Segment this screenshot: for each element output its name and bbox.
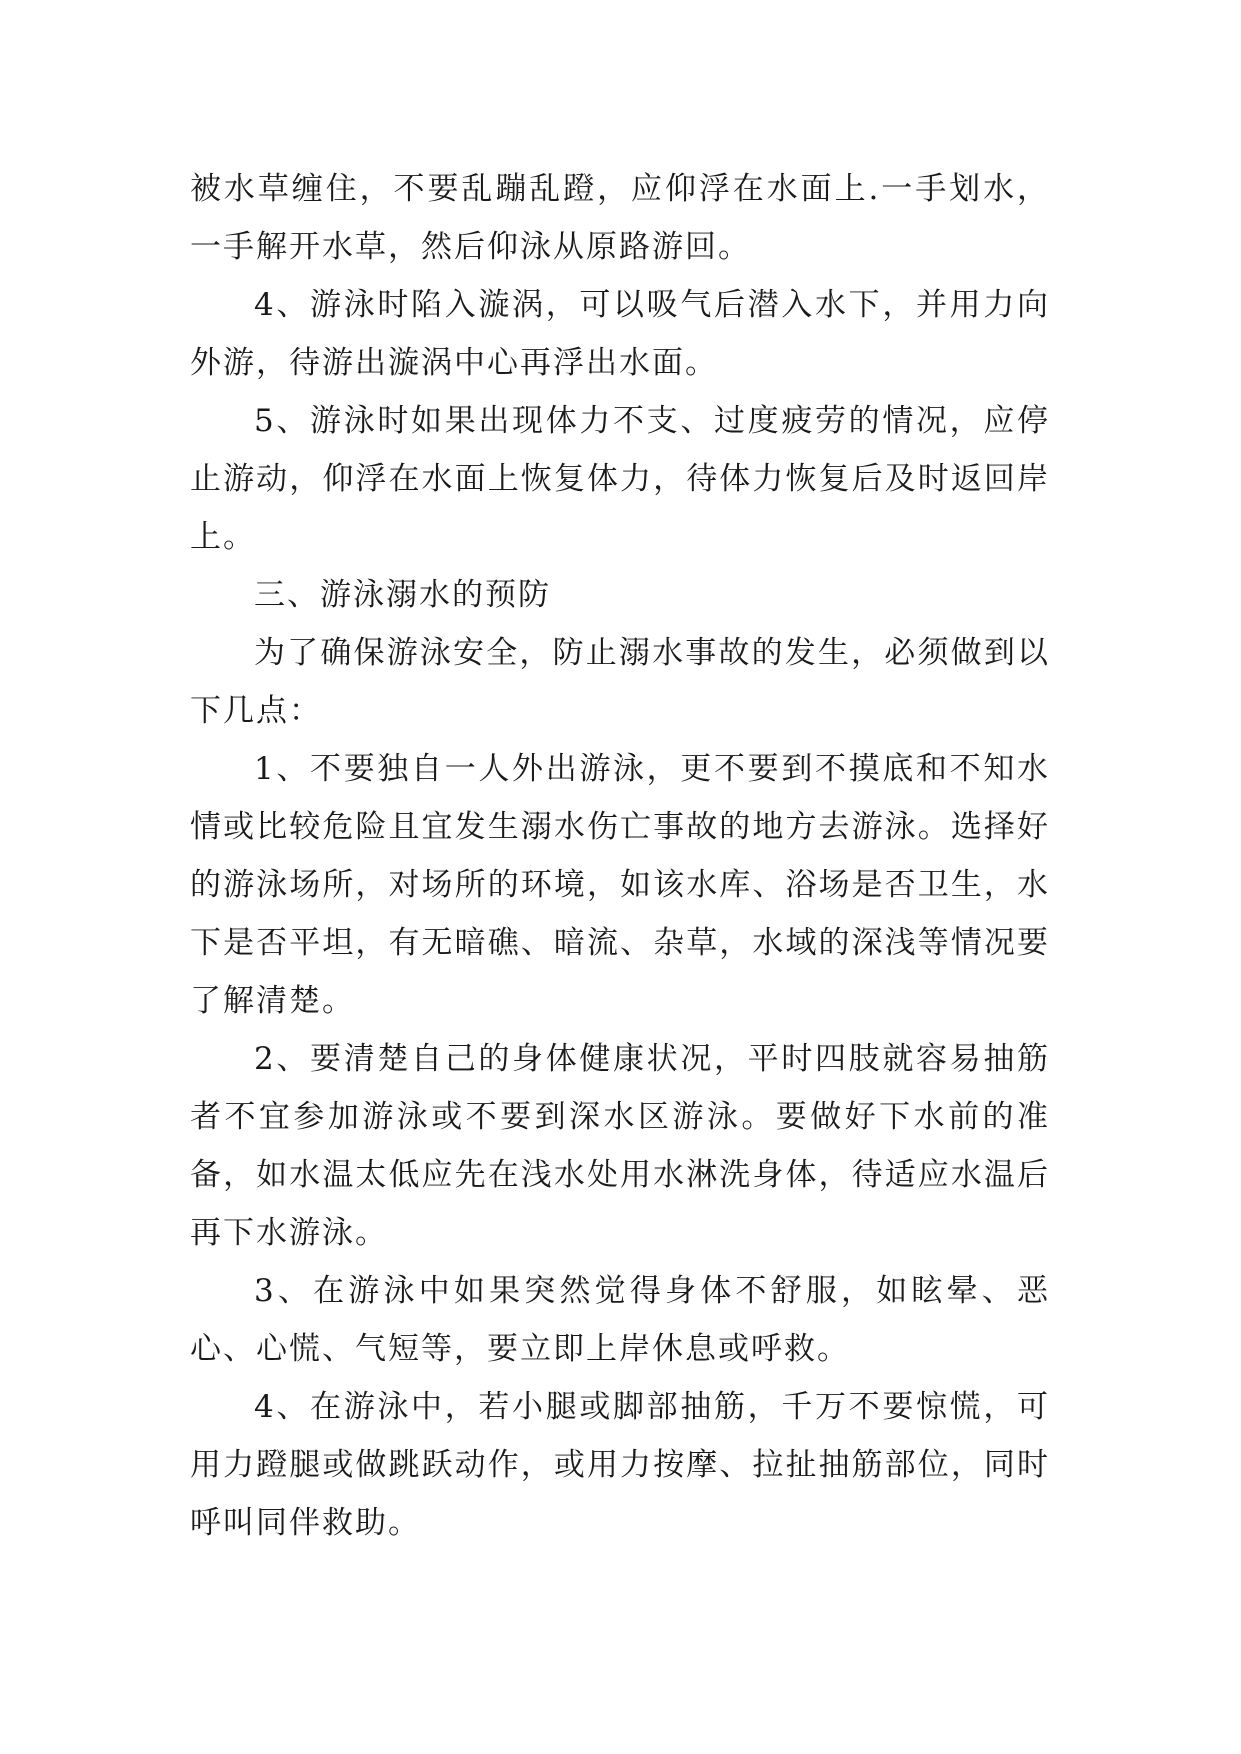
paragraph-prevention-intro: 为了确保游泳安全，防止溺水事故的发生，必须做到以下几点： xyxy=(190,635,1050,729)
section-heading-prevention: 三、游泳溺水的预防 xyxy=(254,577,551,613)
paragraph-prevention-3: 3、在游泳中如果突然觉得身体不舒服，如眩晕、恶心、心慌、气短等，要立即上岸休息或呼救。 xyxy=(190,1273,1050,1367)
paragraph-prevention-2: 2、要清楚自己的身体健康状况，平时四肢就容易抽筋者不宜参加游泳或不要到深水区游泳。要做好下水前的准备，如水温太低应先在浅水处用水淋洗身体，待适应水温后再下水游泳。 xyxy=(190,1041,1050,1251)
document-body xyxy=(190,160,1050,1552)
paragraph-item-4-vortex: 4、游泳时陷入漩涡，可以吸气后潜入水下，并用力向外游，待游出漩涡中心再浮出水面。 xyxy=(190,287,1050,381)
paragraph-prevention-4: 4、在游泳中，若小腿或脚部抽筋，千万不要惊慌，可用力蹬腿或做跳跃动作，或用力按摩、拉扯抽筋部位，同时呼叫同伴救助。 xyxy=(190,1389,1050,1541)
paragraph-continuation: 被水草缠住，不要乱蹦乱蹬，应仰浮在水面上.一手划水，一手解开水草，然后仰泳从原路游回。 xyxy=(190,171,1050,265)
paragraph-item-5-fatigue: 5、游泳时如果出现体力不支、过度疲劳的情况，应停止游动，仰浮在水面上恢复体力，待体力恢复后及时返回岸上。 xyxy=(190,403,1050,555)
paragraph-prevention-1: 1、不要独自一人外出游泳，更不要到不摸底和不知水情或比较危险且宜发生溺水伤亡事故的地方去游泳。选择好的游泳场所，对场所的环境，如该水库、浴场是否卫生，水下是否平坦，有无暗礁、暗流、杂草，水域的深浅等情况要了解清楚。 xyxy=(190,751,1050,1019)
